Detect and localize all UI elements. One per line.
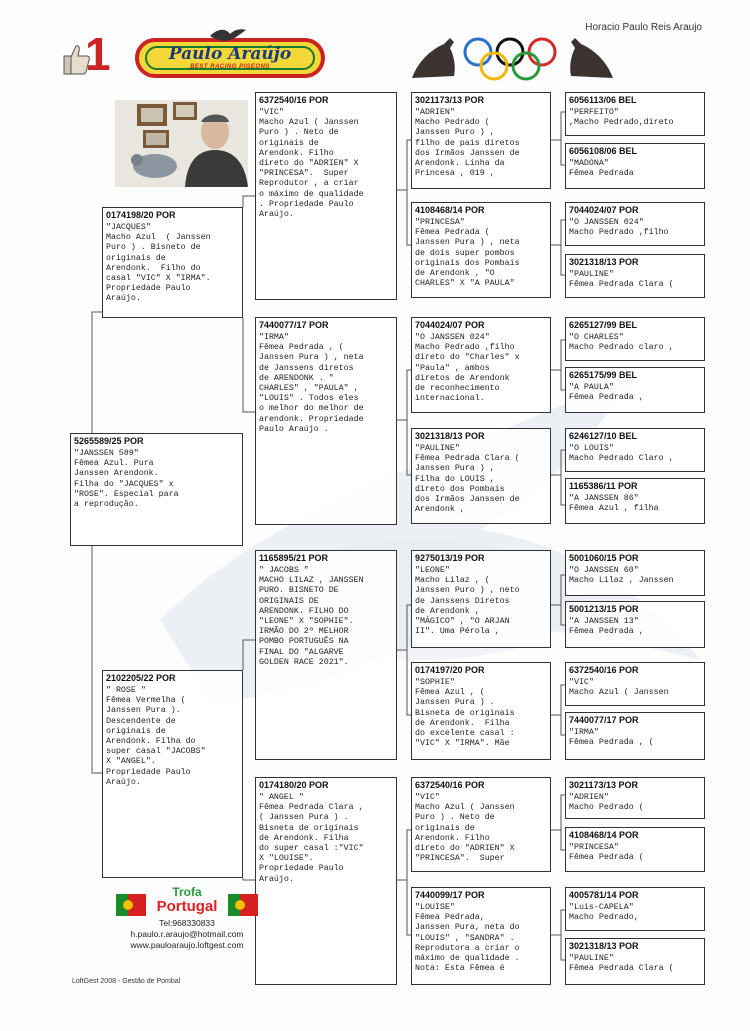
- pedigree-g5-3[interactable]: [565, 202, 705, 246]
- pedigree-g5-10[interactable]: [565, 601, 705, 648]
- phone-number: Tel:968330833: [159, 918, 215, 928]
- ring-number: 4108468/14 POR: [415, 205, 485, 215]
- owner-photo: [115, 100, 248, 187]
- pigeon-description: "A JANSSEN 13" Fêmea Pedrada ,: [569, 617, 644, 637]
- ring-number: 5001060/15 POR: [569, 553, 639, 563]
- ring-number: 7440099/17 POR: [415, 890, 485, 900]
- pigeon-description: "O JANSSEN 60" Macho Lilaz , Janssen: [569, 566, 674, 586]
- pedigree-g5-16[interactable]: [565, 938, 705, 985]
- owner-name: Horacio Paulo Reis Araujo: [585, 22, 702, 33]
- ring-number: 0174198/20 POR: [106, 210, 176, 220]
- pigeon-description: "LEONE" Macho Lilaz , ( Janssen Puro ) , neto de Janssens Diretos de Arendonk , "MÁGICO" , "O ARJAN II". Uma Pérola ,: [415, 566, 520, 637]
- ring-number: 7044024/07 POR: [415, 320, 485, 330]
- ring-number: 0174180/20 POR: [259, 780, 329, 790]
- pedigree-g5-8[interactable]: [565, 478, 705, 524]
- portugal-flag-icon: [116, 894, 146, 916]
- pedigree-dam[interactable]: [102, 670, 243, 878]
- pigeon-description: "PAULINE" Fêmea Pedrada Clara ( Janssen Pura ) , Filha do LOUIS , direto dos Pombais dos Irmãos Janssen de Arendonk ,: [415, 444, 520, 515]
- pedigree-sdd[interactable]: [411, 428, 551, 524]
- ring-number: 6265175/99 BEL: [569, 370, 638, 380]
- pigeon-description: "IRMA" Fêmea Pedrada , (: [569, 728, 654, 748]
- contact-info: [112, 918, 262, 951]
- pedigree-sds[interactable]: [411, 317, 551, 413]
- trofa-line1: Trofa: [172, 885, 202, 899]
- ring-number: 6372540/16 POR: [569, 665, 639, 675]
- software-credit: LoftGest 2008 - Gestão de Pombal: [72, 978, 181, 985]
- logo-title: Paulo Araújo: [168, 44, 292, 64]
- website-link[interactable]: www.pauloaraujo.loftgest.com: [130, 940, 244, 950]
- logo-oval: [135, 38, 325, 78]
- pigeon-description: " ANGEL " Fêmea Pedrada Clara , ( Janssen Pura ) . Bisneta de originais de Arendonk. Filha do super casal :"VIC" X "LOUISE". Propriedade Paulo Araújo.: [259, 793, 364, 884]
- pedigree-dam-sire[interactable]: [255, 550, 397, 760]
- pedigree-g5-7[interactable]: [565, 428, 705, 472]
- ring-number: 3021318/13 POR: [415, 431, 485, 441]
- ring-number: 3021318/13 POR: [569, 257, 639, 267]
- ring-number: 6056108/06 BEL: [569, 146, 638, 156]
- pigeon-description: "Luis-CAPELA" Macho Pedrado,: [569, 903, 639, 923]
- pedigree-ddd[interactable]: [411, 887, 551, 985]
- pedigree-g5-12[interactable]: [565, 712, 705, 760]
- ring-number: 4108468/14 POR: [569, 830, 639, 840]
- ring-number: 1165895/21 POR: [259, 553, 329, 563]
- ring-number: 6265127/99 BEL: [569, 320, 638, 330]
- pigeon-description: "PRINCESA" Fêmea Pedrada (: [569, 843, 644, 863]
- pigeon-description: "LOUISE" Fêmea Pedrada, Janssen Pura, neta do "LOUIS" , "SANDRA" . Reprodutora a criar o máximo de qualidade . Nota: Esta Fêmea é: [415, 903, 520, 974]
- pigeon-description: "PAULINE" Fêmea Pedrada Clara (: [569, 954, 674, 974]
- ring-number: 6246127/10 BEL: [569, 431, 638, 441]
- ring-number: 3021318/13 POR: [569, 941, 639, 951]
- pedigree-dam-dam[interactable]: [255, 777, 397, 985]
- pedigree-dss[interactable]: [411, 550, 551, 648]
- pedigree-g5-2[interactable]: [565, 143, 705, 189]
- pigeon-description: "PERFEITO" ,Macho Pedrado,direto: [569, 108, 674, 128]
- pedigree-g5-15[interactable]: [565, 887, 705, 931]
- email-address[interactable]: h.paulo.r.araujo@hotmail.com: [130, 929, 244, 939]
- pigeon-description: "SOPHIE" Fêmea Azul , ( Janssen Pura ) . Bisneta de originais de Arendonk. Filha do excelente casal : "VIC" X "IRMA". Mãe: [415, 678, 515, 749]
- pedigree-g5-9[interactable]: [565, 550, 705, 596]
- pigeon-description: "O JANSSEN 024" Macho Pedrado ,filho direto do "Charles" x "Paula" , ambos diretos de Arendonk de reconhecimento internacional.: [415, 333, 520, 404]
- ring-number: 3021173/13 POR: [415, 95, 485, 105]
- pigeon-description: "A JANSSEN 86" Fêmea Azul , filha: [569, 494, 659, 514]
- ring-number: 7440077/17 POR: [569, 715, 639, 725]
- ring-number: 5265589/25 POR: [74, 436, 144, 446]
- pigeon-description: "O JANSSEN 024" Macho Pedrado ,filho: [569, 218, 669, 238]
- trofa-line2: Portugal: [156, 898, 218, 915]
- pedigree-dds[interactable]: [411, 777, 551, 872]
- ring-number: 3021173/13 POR: [569, 780, 639, 790]
- pigeon-description: "PRINCESA" Fêmea Pedrada ( Janssen Pura ) , neta de dois super pombos originais dos Pombais de Arendonk , "O CHARLES" X "A PAULA": [415, 218, 520, 289]
- ring-number: 4005781/14 POR: [569, 890, 639, 900]
- ring-number: 6056113/06 BEL: [569, 95, 637, 105]
- pigeon-description: "MADONA" Fêmea Pedrada: [569, 159, 634, 179]
- pigeon-description: "VIC" Macho Azul ( Janssen Puro ) . Neto de originais de Arendonk. Filho direto do "ADRIEN" X "PRINCESA". Super: [415, 793, 515, 864]
- pigeon-description: "VIC" Macho Azul ( Janssen Puro ) . Neto de originais de Arendonk. Filho direto do "ADRIEN" X "PRINCESA". Super Reprodutor , a criar o máximo de qualidade . Propriedade Paulo Araújo.: [259, 108, 364, 220]
- rank-number: 1: [85, 28, 111, 80]
- pedigree-g5-4[interactable]: [565, 254, 705, 298]
- pigeon-description: "JANSSEN 589" Fêmea Azul. Pura Janssen Arendonk. Filha do "JACQUES" x "ROSE". Especial para a reprodução.: [74, 449, 179, 510]
- portugal-flag-icon: [228, 894, 258, 916]
- pigeon-description: "PAULINE" Fêmea Pedrada Clara (: [569, 270, 674, 290]
- ring-number: 1165386/11 POR: [569, 481, 638, 491]
- pedigree-g5-13[interactable]: [565, 777, 705, 819]
- pigeon-description: "O CHARLES" Macho Pedrado claro ,: [569, 333, 674, 353]
- pigeon-description: "O LOUIS" Macho Pedrado Claro ,: [569, 444, 674, 464]
- pedigree-g5-11[interactable]: [565, 662, 705, 706]
- pigeon-description: " JACOBS " MACHO LILAZ , JANSSEN PURO. BISNETO DE ORIGINAIS DE ARENDONK. FILHO DO "LEONE" X "SOPHIE". IRMÃO DO 2º MELHOR POMBO PORTUGUÊS NA FINAL DO "ALGARVE GOLDEN RACE 2021".: [259, 566, 364, 667]
- ring-number: 5001213/15 POR: [569, 604, 639, 614]
- pigeon-description: "IRMA" Fêmea Pedrada , ( Janssen Pura ) , neta de Janssens diretos de ARENDONK . " CHARLES" , "PAULA" , "LOUIS" . Todos eles o melhor do melhor de arendonk. Propriedade Paulo Araújo .: [259, 333, 364, 434]
- pedigree-g5-14[interactable]: [565, 827, 705, 872]
- pedigree-g5-1[interactable]: [565, 92, 705, 136]
- pedigree-dsd[interactable]: [411, 662, 551, 760]
- pedigree-sire-dam[interactable]: [255, 317, 397, 525]
- pedigree-g5-5[interactable]: [565, 317, 705, 361]
- ring-number: 6372540/16 POR: [415, 780, 485, 790]
- pedigree-subject[interactable]: [70, 433, 243, 546]
- ring-number: 0174197/20 POR: [415, 665, 485, 675]
- brand-logo: [60, 30, 330, 82]
- logo-subtitle: BEST RACING PIGEONS: [190, 64, 270, 70]
- pigeon-description: "ADRIEN" Macho Pedrado (: [569, 793, 644, 813]
- ring-number: 2102205/22 POR: [106, 673, 176, 683]
- pedigree-sss[interactable]: [411, 92, 551, 189]
- ring-number: 7044024/07 POR: [569, 205, 639, 215]
- pedigree-sire-sire[interactable]: [255, 92, 397, 300]
- pedigree-g5-6[interactable]: [565, 367, 705, 413]
- ring-number: 6372540/16 POR: [259, 95, 329, 105]
- pedigree-ssd[interactable]: [411, 202, 551, 298]
- pigeon-description: "VIC" Macho Azul ( Janssen: [569, 678, 669, 698]
- pigeon-description: "A PAULA" Fêmea Pedrada ,: [569, 383, 644, 403]
- olympic-pigeons-logo: [410, 32, 615, 84]
- bird-icon: [208, 24, 248, 44]
- pedigree-sire[interactable]: [102, 207, 243, 318]
- pigeon-description: "ADRIEN" Macho Pedrado ( Janssen Puro ) , filho de pais diretos dos Irmãos Janssen de Arendonk. Linha da Princesa , 019 ,: [415, 108, 520, 179]
- ring-number: 7440077/17 POR: [259, 320, 329, 330]
- pigeon-description: "JACQUES" Macho Azul ( Janssen Puro ) . Bisneto de originais de Arendonk. Filho do casal "VIC" X "IRMA". Propriedade Paulo Araújo.: [106, 223, 211, 304]
- pigeon-description: " ROSE " Fêmea Vermelha ( Janssen Pura ). Descendente de originais de Arendonk. Filha do super casal "JACOBS" X "ANGEL". Propriedade Paulo Araújo.: [106, 686, 206, 787]
- ring-number: 9275013/19 POR: [415, 553, 485, 563]
